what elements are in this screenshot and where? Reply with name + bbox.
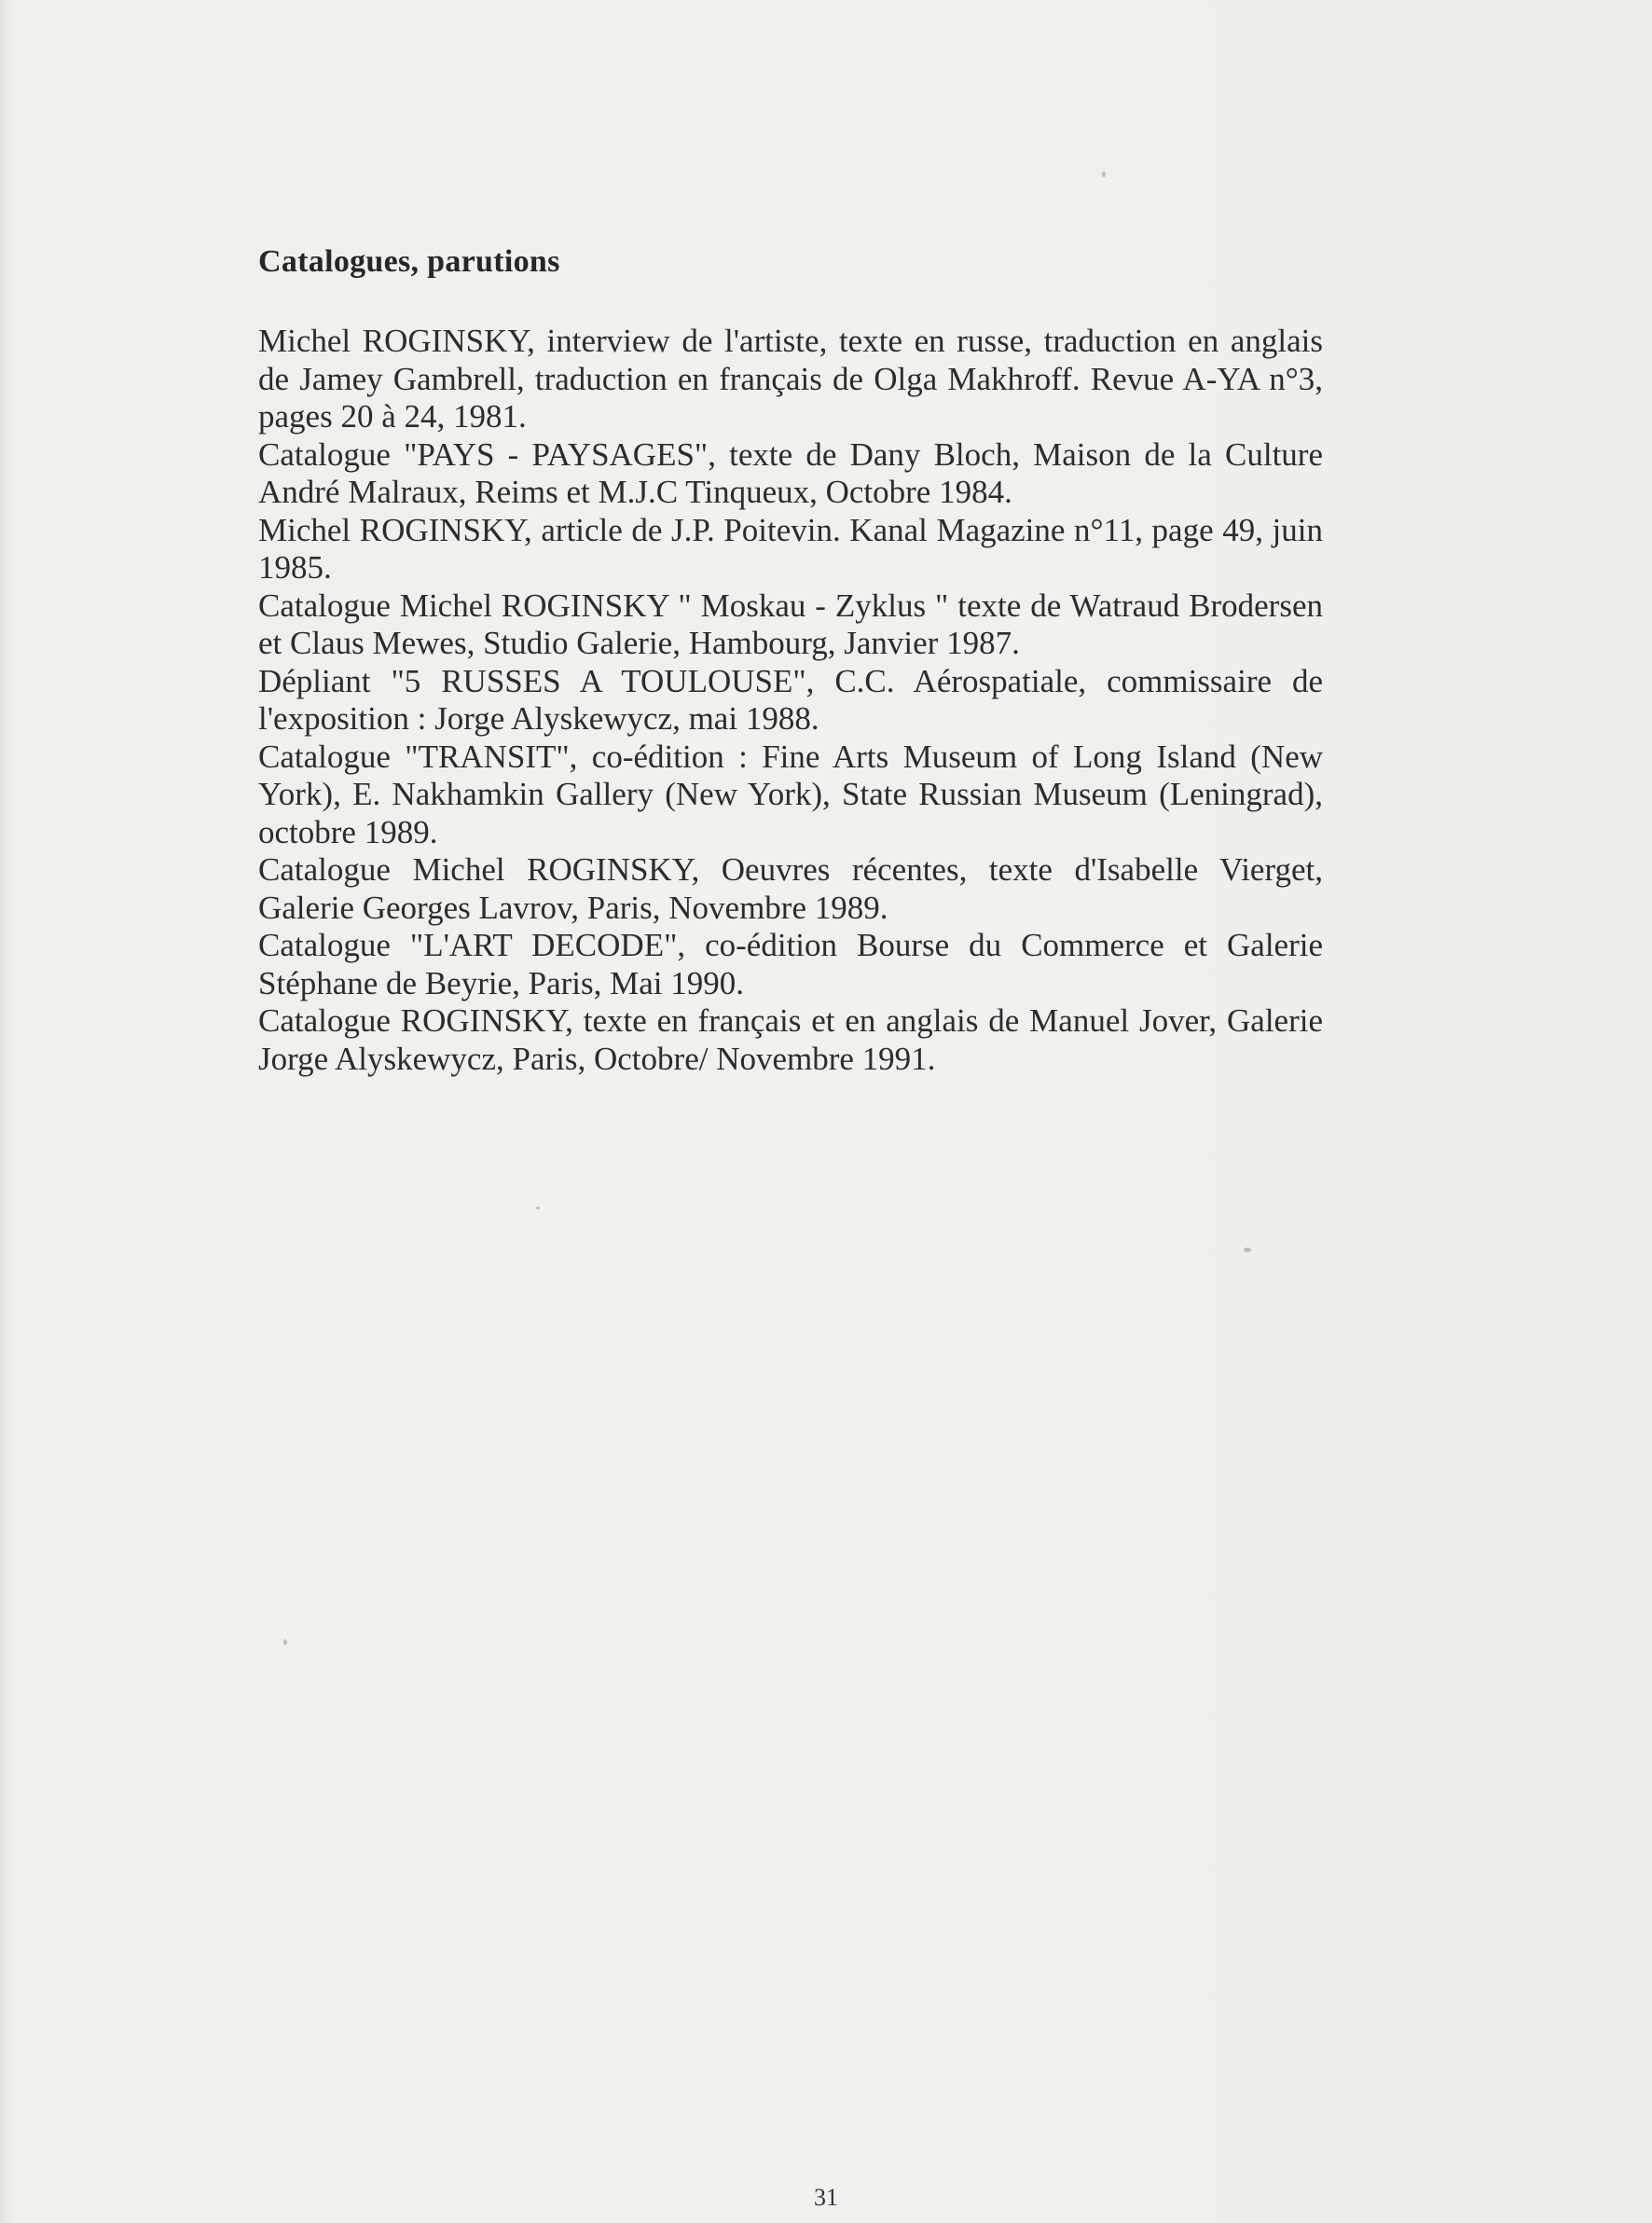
bibliography-entry: Catalogue "TRANSIT", co-édition : Fine Arts Museum of Long Island (New York), E. Nakhamkin Gallery (New York), State Russian Museum (Leningrad), octobre 1989. <box>258 738 1323 850</box>
bibliography-entry: Catalogue Michel ROGINSKY " Moskau - Zyklus " texte de Watraud Brodersen et Claus Mewes, Studio Galerie, Hambourg, Janvier 1987. <box>258 587 1323 661</box>
bibliography-entry: Dépliant "5 RUSSES A TOULOUSE", C.C. Aérospatiale, commissaire de l'exposition : Jorge Alyskewycz, mai 1988. <box>258 662 1323 737</box>
paper-speck <box>536 1207 540 1209</box>
bibliography-entry: Michel ROGINSKY, article de J.P. Poitevin. Kanal Magazine n°11, page 49, juin 1985. <box>258 511 1323 586</box>
bibliography-entry: Catalogue ROGINSKY, texte en français et en anglais de Manuel Jover, Galerie Jorge Alyskewycz, Paris, Octobre/ Novembre 1991. <box>258 1002 1323 1077</box>
bibliography-entry: Catalogue "L'ART DECODE", co-édition Bourse du Commerce et Galerie Stéphane de Beyrie, Paris, Mai 1990. <box>258 927 1323 1001</box>
bibliography-entry: Catalogue "PAYS - PAYSAGES", texte de Dany Bloch, Maison de la Culture André Malraux, Reims et M.J.C Tinqueux, Octobre 1984. <box>258 435 1323 510</box>
bibliography-entry: Catalogue Michel ROGINSKY, Oeuvres récentes, texte d'Isabelle Vierget, Galerie Georges Lavrov, Paris, Novembre 1989. <box>258 851 1323 926</box>
paper-speck <box>1244 1248 1251 1252</box>
page-number: 31 <box>814 2184 838 2211</box>
paper-speck <box>1102 172 1106 177</box>
bibliography-entry: Michel ROGINSKY, interview de l'artiste, texte en russe, traduction en anglais de Jamey Gambrell, traduction en français de Olga Makhroff. Revue A-YA n°3, pages 20 à 24, 1981. <box>258 323 1323 435</box>
paper-speck <box>283 1639 287 1645</box>
bibliography-list <box>258 323 1323 1078</box>
section-title: Catalogues, parutions <box>258 244 560 279</box>
